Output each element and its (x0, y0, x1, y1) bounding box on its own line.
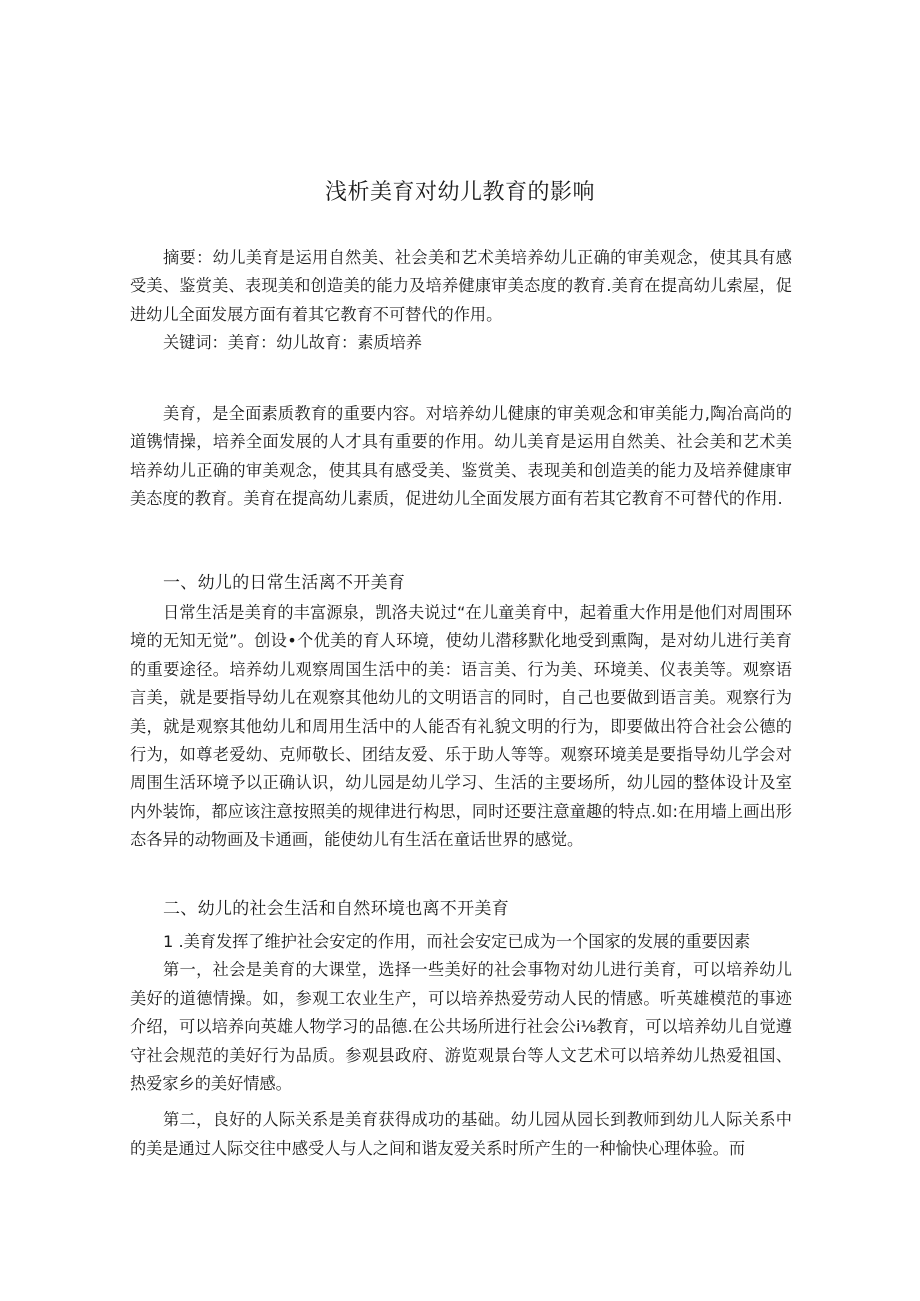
section-1-paragraph: 日常生活是美育的丰富源泉，凯洛夫说过“在儿童美育中，起着重大作用是他们对周围环境的无知无觉”。创设•个优美的育人环境，使幼儿潜移默化地受到熏陶，是对幼儿进行美育的重要途径。培养幼儿观察周国生活中的美：语言美、行为美、环境美、仪表美等。观察语言美，就是要指导幼儿在观察其他幼儿的文明语言的同时，自己也要做到语言美。观察行为美，就是观察其他幼儿和周用生活中的人能否有礼貌文明的行为，即要做出符合社会公德的行为，如尊老爱幼、克师敬长、团结友爱、乐于助人等等。观察环境美是要指导幼儿学会对周围生活环境予以正确认识，幼儿园是幼儿学习、生活的主要场所，幼儿园的整体设计及室内外装饰，都应该注意按照美的规律进行构思，同时还要注意童趣的特点.如:在用墙上画出形态各异的动物画及卡通画，能使幼儿有生活在童话世界的感觉。 (130, 603, 792, 850)
section-2-heading: 二、幼儿的社会生活和自然环境也离不开美育 (163, 899, 509, 919)
section-2-paragraph-1: 第一，社会是美育的大课堂，选择一些美好的社会事物对幼儿进行美育，可以培养幼儿美好的道德情操。如，参观工农业生产，可以培养热爱劳动人民的情感。听英雄模范的事迹介绍，可以培养向英雄人物学习的品德.在公共场所进行社会公i⅛教育，可以培养幼儿自觉遵守社会规范的美好行为品质。参观县政府、游览观景台等人文艺术可以培养幼儿热爱祖国、热爱家乡的美好情感。 (130, 960, 792, 1094)
abstract-block (130, 244, 792, 358)
section-1-heading: 一、幼儿的日常生活离不开美育 (163, 573, 406, 593)
section-1-block (130, 599, 792, 855)
section-2-block (130, 928, 792, 1163)
intro-paragraph: 美育，是全面素质教育的重要内容。对培养幼儿健康的审美观念和审美能力,陶冶高尚的道镌情操，培养全面发展的人才具有重要的作用。幼儿美育是运用自然美、社会美和艺术美培养幼儿正确的审美观念，使其具有感受美、鉴赏美、表现美和创造美的能力及培养健康审美态度的教育。美育在提高幼儿素质，促进幼儿全面发展方面有若其它教育不可替代的作用. (130, 404, 792, 509)
keywords-line: 关键词：美育：幼儿故育：素质培养 (163, 333, 422, 353)
abstract-paragraph: 摘要：幼儿美育是运用自然美、社会美和艺术美培养幼儿正确的审美观念，使其具有感受美、鉴赏美、表现美和创造美的能力及培养健康审美态度的教育.美育在提高幼儿索屋，促进幼儿全面发展方面有着其它教育不可替代的作用。 (130, 248, 792, 324)
section-2-paragraph-2: 第二，良好的人际关系是美育获得成功的基础。幼儿园从园长到教师到幼儿人际关系中的美是通过人际交往中感受人与人之间和谐友爱关系时所产生的一种愉快心理体验。而 (130, 1110, 792, 1158)
document-title: 浅析美育对幼儿教育的影响 (324, 180, 595, 205)
section-2-point-1: 1 .美育发挥了维护社会安定的作用，而社会安定已成为一个国家的发展的重要因素 (163, 932, 751, 951)
intro-block (130, 400, 792, 514)
